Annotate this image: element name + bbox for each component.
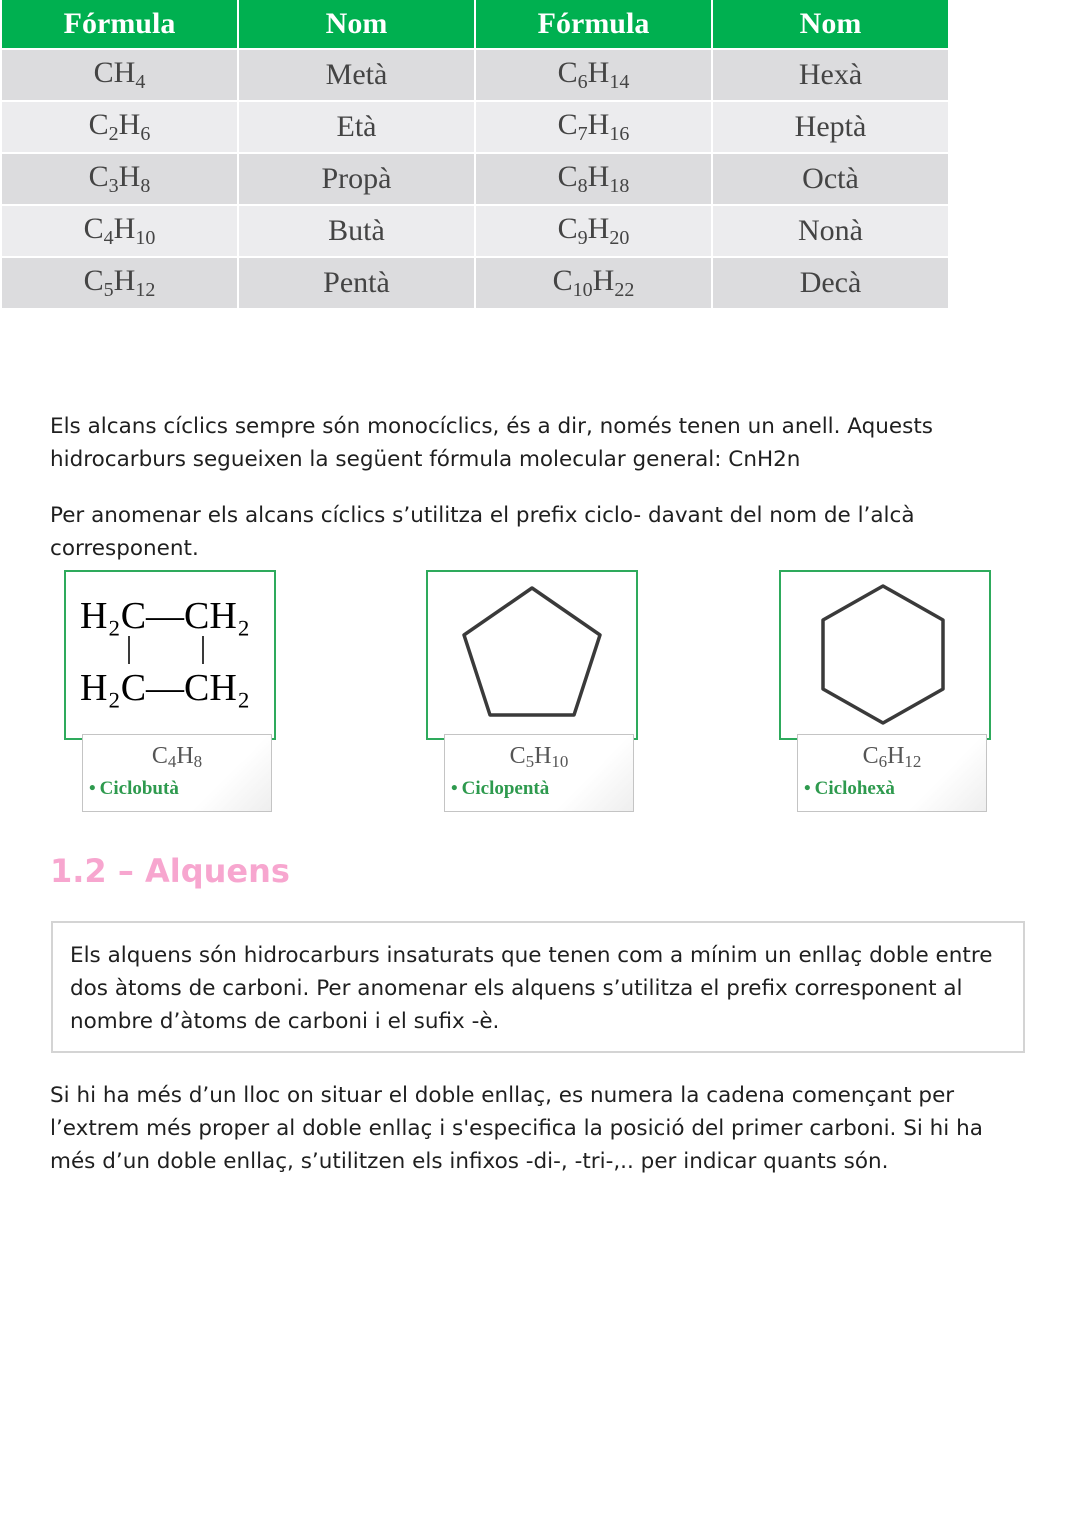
name-cell: Età — [239, 100, 474, 152]
name-cell: Pentà — [239, 256, 474, 308]
structure-box — [779, 570, 991, 740]
cyclic-naming-paragraph: Per anomenar els alcans cíclics s’utilitza el prefix ciclo- davant del nom de l’alcà corresponent. — [50, 503, 915, 561]
formula-cell: $C_7H_{16}$ — [476, 100, 711, 152]
molecule-formula: $C_4H_8$ — [151, 743, 203, 771]
formula-cell: $C_4H_{10}$ — [2, 204, 237, 256]
name-cell: Butà — [239, 204, 474, 256]
molecule-formula: $C_6H_{12}$ — [862, 743, 922, 771]
name-cell: Nonà — [713, 204, 948, 256]
header-name-1: Nom — [239, 0, 474, 48]
molecule-card-cyclopentane — [426, 570, 638, 812]
table-row — [2, 204, 948, 256]
molecule-label — [82, 734, 272, 812]
molecule-formula: $C_5H_{10}$ — [509, 743, 569, 771]
formula-cell: $C_9H_{20}$ — [476, 204, 711, 256]
struct-top-row: H₂C—CH₂ — [80, 595, 251, 637]
table-row — [2, 152, 948, 204]
alkane-table — [0, 0, 950, 308]
formula-cell: $CH_4$ — [2, 48, 237, 100]
cyclobutane-structure — [66, 572, 274, 738]
molecule-name: • Ciclobutà — [89, 778, 179, 799]
name-cell: Hexà — [713, 48, 948, 100]
name-cell: Metà — [239, 48, 474, 100]
formula-cell: $C_3H_8$ — [2, 152, 237, 204]
table-row — [2, 256, 948, 308]
table-row — [2, 48, 948, 100]
molecule-name: • Ciclohexà — [804, 778, 895, 799]
definition-text: Els alquens són hidrocarburs insaturats que tenen com a mínim un enllaç doble entre dos àtoms de carboni. Per anomenar els alquens s’utilitza el prefix corresponent al nombre d’àtoms de carboni i el sufix -è. — [70, 943, 993, 1034]
molecule-card-cyclobutane — [64, 570, 276, 812]
molecule-card-cyclohexane — [779, 570, 991, 812]
structure-box — [64, 570, 276, 740]
hexagon-icon — [781, 572, 989, 738]
table-row — [2, 100, 948, 152]
name-cell: Heptà — [713, 100, 948, 152]
name-cell: Octà — [713, 152, 948, 204]
cyclic-intro-paragraph: Els alcans cíclics sempre són monocíclics, és a dir, només tenen un anell. Aquests hidrocarburs segueixen la següent fórmula molecular general: CnH2n — [50, 414, 933, 472]
header-name-2: Nom — [713, 0, 948, 48]
structure-box — [426, 570, 638, 740]
formula-cell: $C_8H_{18}$ — [476, 152, 711, 204]
name-cell: Decà — [713, 256, 948, 308]
table-header-row — [2, 0, 948, 48]
formula-cell: $C_2H_6$ — [2, 100, 237, 152]
molecule-label — [797, 734, 987, 812]
molecule-label — [444, 734, 634, 812]
double-bond-paragraph: Si hi ha més d’un lloc on situar el doble enllaç, es numera la cadena començant per l’extrem més proper al doble enllaç i s'especifica la posició del primer carboni. Si hi ha més d’un doble enllaç, s’utilitzen els infixos -di-, -tri-,.. per indicar quants són. — [50, 1083, 983, 1174]
formula-cell: $C_{10}H_{22}$ — [476, 256, 711, 308]
section-title: 1.2 – Alquens — [50, 852, 290, 890]
molecule-name: • Ciclopentà — [451, 778, 550, 799]
header-formula-1: Fórmula — [2, 0, 237, 48]
pentagon-icon — [428, 572, 636, 738]
formula-cell: $C_6H_{14}$ — [476, 48, 711, 100]
header-formula-2: Fórmula — [476, 0, 711, 48]
struct-bottom-row: H₂C—CH₂ — [80, 667, 251, 709]
formula-cell: $C_5H_{12}$ — [2, 256, 237, 308]
definition-box — [51, 921, 1025, 1053]
name-cell: Propà — [239, 152, 474, 204]
